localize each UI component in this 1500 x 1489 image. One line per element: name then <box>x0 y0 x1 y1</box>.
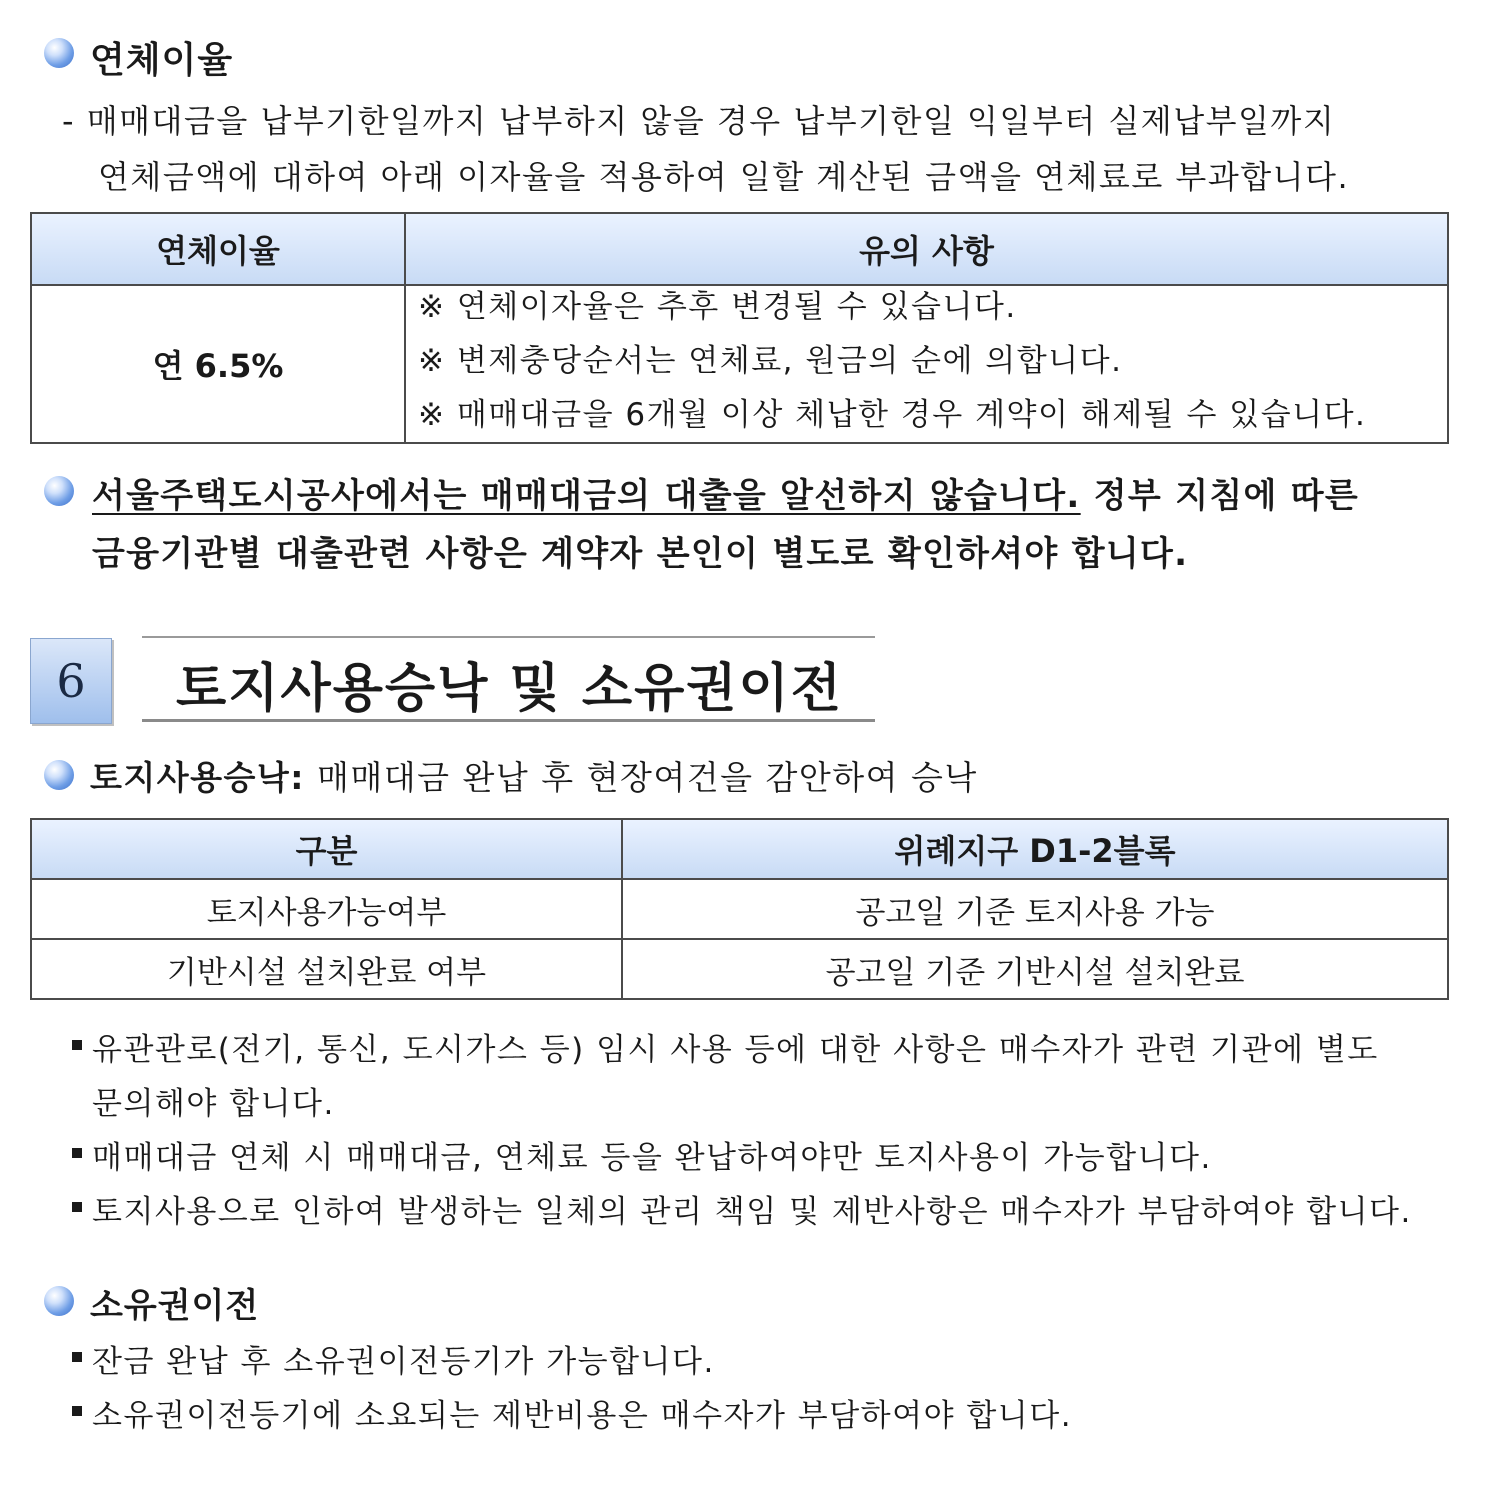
table-cell: 공고일 기준 토지사용 가능 <box>622 879 1448 939</box>
ownership-heading: 소유권이전 <box>90 1286 260 1326</box>
square-bullet-icon <box>72 1352 82 1362</box>
overdue-desc-line1: - 매매대금을 납부기한일까지 납부하지 않을 경우 납부기한일 익일부터 실제납부일까지 <box>62 102 1336 140</box>
square-bullet-icon <box>72 1040 82 1050</box>
overdue-note: ※ 연체이자율은 추후 변경될 수 있습니다. <box>418 289 1017 325</box>
overdue-note: ※ 매매대금을 6개월 이상 체납한 경우 계약이 해제될 수 있습니다. <box>418 397 1367 433</box>
land-use-table-header: 위례지구 D1-2블록 <box>622 819 1448 879</box>
overdue-note: ※ 변제충당순서는 연체료, 원금의 순에 의합니다. <box>418 343 1123 379</box>
loan-notice-underlined: 서울주택도시공사에서는 매매대금의 대출을 알선하지 않습니다. <box>92 476 1081 516</box>
table-cell: 기반시설 설치완료 여부 <box>31 939 622 999</box>
land-use-bullet: 토지사용으로 인하여 발생하는 일체의 관리 책임 및 제반사항은 매수자가 부담하여야 합니다. <box>92 1194 1412 1230</box>
overdue-rate: 연 6.5% <box>31 285 405 443</box>
loan-notice-line1 <box>92 468 1359 517</box>
overdue-table-col2-header: 유의 사항 <box>405 213 1448 285</box>
overdue-table <box>30 212 1449 444</box>
loan-notice-line2: 금융기관별 대출관련 사항은 계약자 본인이 별도로 확인하셔야 합니다. <box>92 534 1189 574</box>
land-use-bullet: 매매대금 연체 시 매매대금, 연체료 등을 완납하여야만 토지사용이 가능합니다. <box>92 1140 1212 1176</box>
table-row <box>31 939 1448 999</box>
land-use-line <box>90 752 978 799</box>
land-use-table-header: 구분 <box>31 819 622 879</box>
overdue-heading: 연체이율 <box>90 40 234 81</box>
table-cell: 공고일 기준 기반시설 설치완료 <box>622 939 1448 999</box>
section-bullet-icon <box>44 1286 74 1316</box>
square-bullet-icon <box>72 1406 82 1416</box>
overdue-desc-line2: 연체금액에 대하여 아래 이자율을 적용하여 일할 계산된 금액을 연체료로 부과합니다. <box>98 158 1350 196</box>
section-bullet-icon <box>44 38 74 68</box>
loan-notice-rest: 정부 지침에 따른 <box>1080 476 1360 516</box>
land-use-bullet: 유관관로(전기, 통신, 도시가스 등) 임시 사용 등에 대한 사항은 매수자가 관련 기관에 별도 <box>92 1032 1379 1068</box>
table-cell: 토지사용가능여부 <box>31 879 622 939</box>
table-row <box>31 879 1448 939</box>
square-bullet-icon <box>72 1148 82 1158</box>
ownership-bullet: 잔금 완납 후 소유권이전등기가 가능합니다. <box>92 1344 715 1380</box>
section-number: 6 <box>56 654 86 708</box>
land-use-label: 토지사용승낙: <box>90 758 305 797</box>
land-use-bullet-cont: 문의해야 합니다. <box>92 1086 335 1122</box>
land-use-table <box>30 818 1449 1000</box>
overdue-notes-cell <box>405 285 1448 443</box>
section-bullet-icon <box>44 760 74 790</box>
square-bullet-icon <box>72 1202 82 1212</box>
section-title-rule-top <box>142 636 875 638</box>
overdue-table-col1-header: 연체이율 <box>31 213 405 285</box>
land-use-text: 매매대금 완납 후 현장여건을 감안하여 승낙 <box>304 758 978 797</box>
section-number-box <box>30 638 112 724</box>
ownership-bullet: 소유권이전등기에 소요되는 제반비용은 매수자가 부담하여야 합니다. <box>92 1398 1073 1434</box>
section-bullet-icon <box>44 476 74 506</box>
section-title: 토지사용승낙 및 소유권이전 <box>176 659 843 719</box>
